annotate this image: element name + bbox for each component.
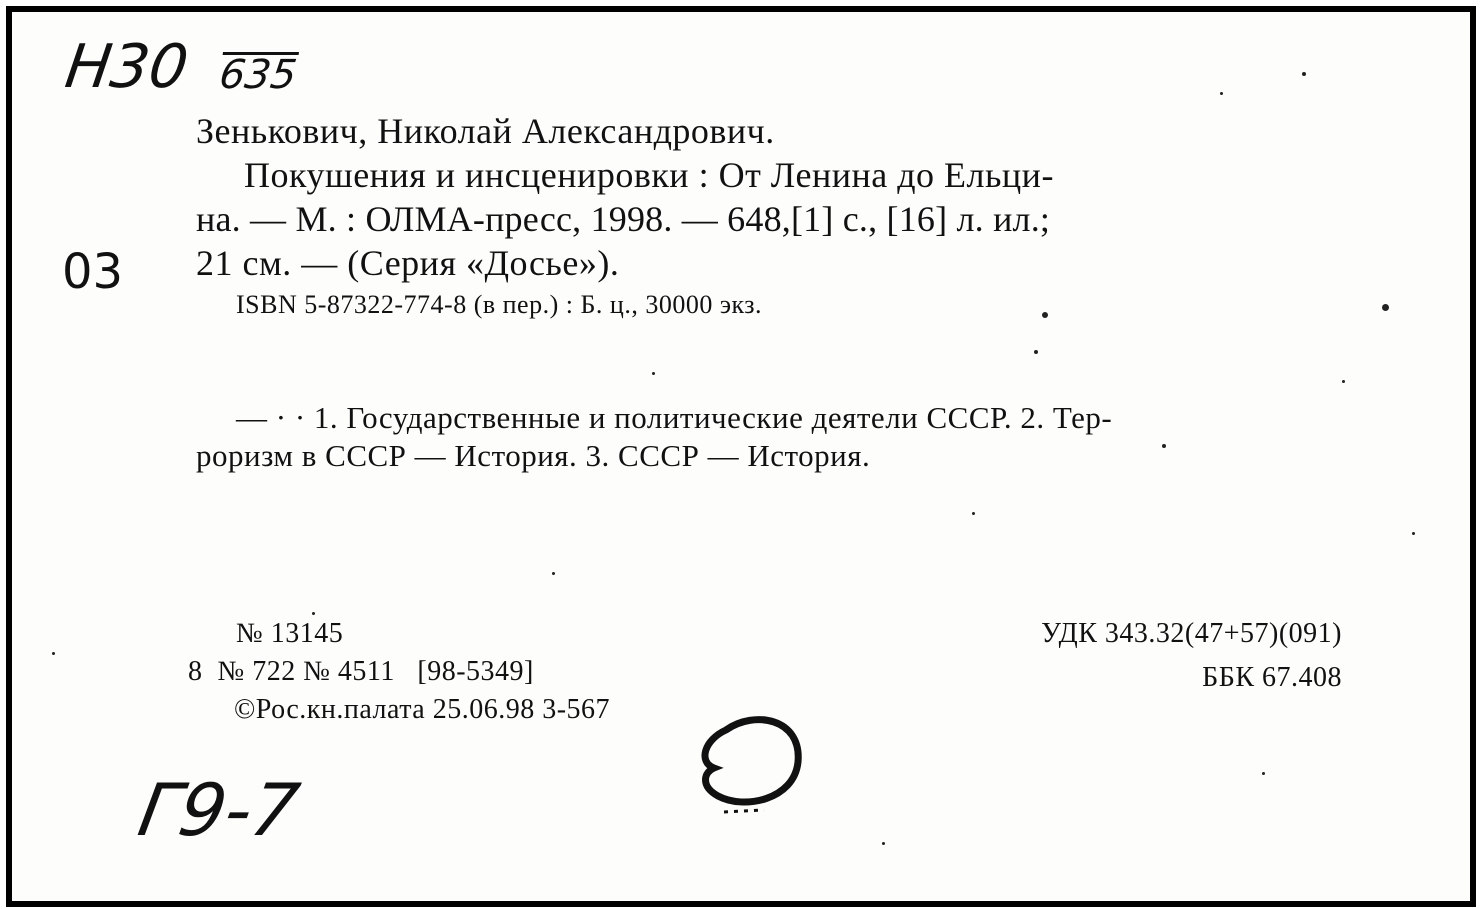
scan-speck bbox=[1412, 532, 1415, 535]
handwritten-margin-note: 03 bbox=[62, 244, 124, 300]
scan-speck bbox=[652, 372, 655, 375]
author-heading: Зенькович, Николай Александрович. bbox=[196, 111, 775, 151]
handwritten-shelf-number: 635 bbox=[216, 52, 300, 98]
title-line-2: на. — М. : ОЛМА-пресс, 1998. — 648,[1] с., [16] л. ил.; bbox=[196, 199, 1051, 239]
scan-speck bbox=[882, 842, 885, 845]
scan-speck bbox=[1042, 312, 1048, 318]
scan-speck bbox=[1382, 304, 1389, 311]
udk-code: УДК 343.32(47+57)(091) bbox=[1041, 618, 1342, 649]
handwritten-shelf-mark: Н30 bbox=[61, 32, 193, 102]
scan-speck bbox=[52, 652, 55, 655]
scan-speck bbox=[1262, 772, 1265, 775]
handdrawn-circle-mark bbox=[684, 710, 814, 822]
scan-speck bbox=[312, 612, 315, 615]
numbers-line: 8 № 722 № 4511 [98-5349] bbox=[188, 656, 534, 687]
subjects-line-2: роризм в СССР — История. 3. СССР — История. bbox=[196, 438, 871, 473]
scan-speck bbox=[1302, 72, 1306, 76]
scan-speck bbox=[1342, 380, 1345, 383]
title-line-3: 21 см. — (Серия «Досье»). bbox=[196, 243, 620, 283]
bbk-code: ББК 67.408 bbox=[1202, 662, 1342, 693]
scan-speck bbox=[552, 572, 555, 575]
title-line-1: Покушения и инсценировки : От Ленина до Ельци- bbox=[244, 155, 1054, 195]
catalog-card bbox=[6, 6, 1476, 907]
handwritten-bottom-note: Г9-7 bbox=[132, 768, 306, 852]
scan-speck bbox=[1162, 444, 1166, 448]
isbn-line: ISBN 5-87322-774-8 (в пер.) : Б. ц., 30000 экз. bbox=[236, 290, 763, 319]
scan-speck bbox=[972, 512, 975, 515]
subjects-line-1: — · · 1. Государственные и политические деятели СССР. 2. Тер- bbox=[236, 400, 1113, 435]
scan-speck bbox=[1034, 350, 1038, 354]
card-number: № 13145 bbox=[236, 618, 344, 649]
scan-speck bbox=[1220, 92, 1223, 95]
copyright-line: ©Рос.кн.палата 25.06.98 3-567 bbox=[234, 694, 611, 725]
